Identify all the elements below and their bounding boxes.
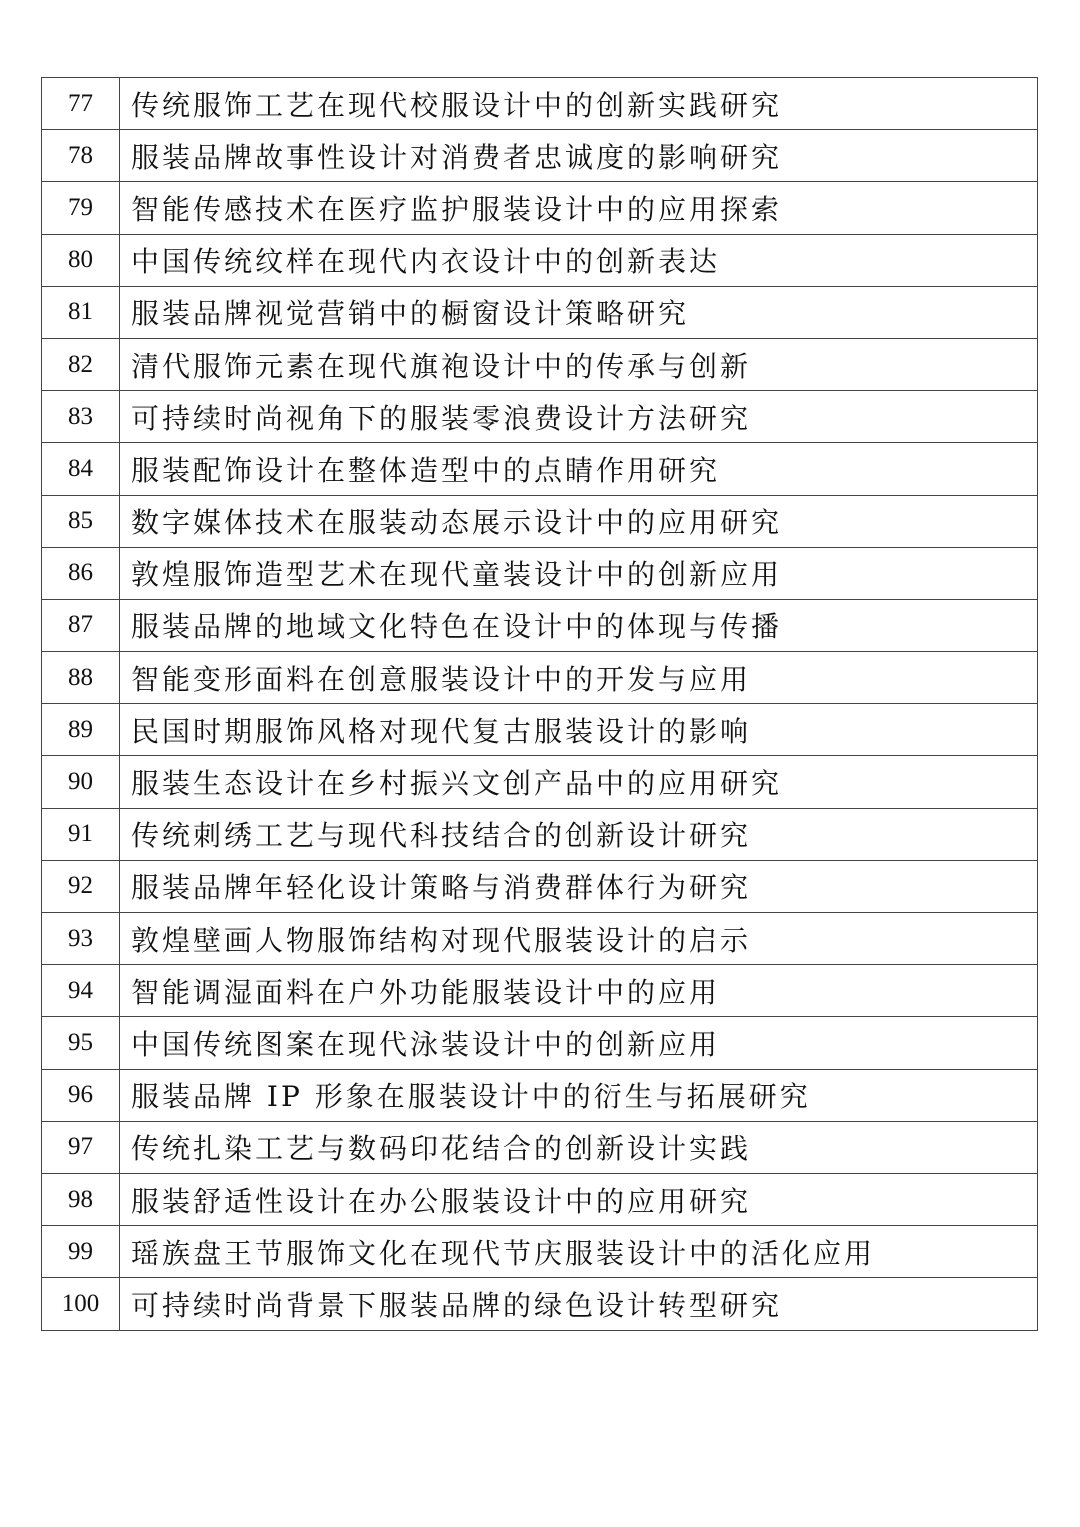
- table-row: [42, 1173, 1038, 1225]
- row-title: 传统服饰工艺在现代校服设计中的创新实践研究: [120, 78, 1038, 130]
- table-row: [42, 1017, 1038, 1069]
- table-row: [42, 1278, 1038, 1330]
- row-title: 服装配饰设计在整体造型中的点睛作用研究: [120, 443, 1038, 495]
- row-number: 100: [42, 1278, 120, 1330]
- row-title: 智能变形面料在创意服装设计中的开发与应用: [120, 652, 1038, 704]
- row-number: 81: [42, 286, 120, 338]
- row-title: 敦煌壁画人物服饰结构对现代服装设计的启示: [120, 913, 1038, 965]
- table-row: [42, 130, 1038, 182]
- row-number: 83: [42, 391, 120, 443]
- row-title: 服装生态设计在乡村振兴文创产品中的应用研究: [120, 756, 1038, 808]
- row-title: 服装品牌 IP 形象在服装设计中的衍生与拓展研究: [120, 1069, 1038, 1121]
- row-number: 80: [42, 234, 120, 286]
- row-number: 93: [42, 913, 120, 965]
- topic-table: [41, 77, 1038, 1331]
- row-number: 85: [42, 495, 120, 547]
- row-number: 96: [42, 1069, 120, 1121]
- table-row: [42, 652, 1038, 704]
- row-number: 77: [42, 78, 120, 130]
- row-title: 敦煌服饰造型艺术在现代童装设计中的创新应用: [120, 547, 1038, 599]
- row-title: 服装品牌的地域文化特色在设计中的体现与传播: [120, 599, 1038, 651]
- table-row: [42, 286, 1038, 338]
- table-row: [42, 547, 1038, 599]
- table-row: [42, 860, 1038, 912]
- row-title: 传统扎染工艺与数码印花结合的创新设计实践: [120, 1121, 1038, 1173]
- table-row: [42, 338, 1038, 390]
- row-number: 98: [42, 1173, 120, 1225]
- row-title: 智能传感技术在医疗监护服装设计中的应用探索: [120, 182, 1038, 234]
- table-row: [42, 1226, 1038, 1278]
- table-row: [42, 1069, 1038, 1121]
- table-row: [42, 443, 1038, 495]
- table-row: [42, 704, 1038, 756]
- row-number: 82: [42, 338, 120, 390]
- row-number: 95: [42, 1017, 120, 1069]
- row-number: 89: [42, 704, 120, 756]
- row-title: 服装品牌故事性设计对消费者忠诚度的影响研究: [120, 130, 1038, 182]
- row-title: 中国传统图案在现代泳装设计中的创新应用: [120, 1017, 1038, 1069]
- row-title: 可持续时尚视角下的服装零浪费设计方法研究: [120, 391, 1038, 443]
- table-row: [42, 965, 1038, 1017]
- row-title: 中国传统纹样在现代内衣设计中的创新表达: [120, 234, 1038, 286]
- table-row: [42, 182, 1038, 234]
- row-number: 86: [42, 547, 120, 599]
- row-number: 97: [42, 1121, 120, 1173]
- row-number: 94: [42, 965, 120, 1017]
- row-title: 服装品牌年轻化设计策略与消费群体行为研究: [120, 860, 1038, 912]
- row-title: 智能调湿面料在户外功能服装设计中的应用: [120, 965, 1038, 1017]
- row-number: 99: [42, 1226, 120, 1278]
- row-number: 91: [42, 808, 120, 860]
- row-title: 服装品牌视觉营销中的橱窗设计策略研究: [120, 286, 1038, 338]
- row-number: 79: [42, 182, 120, 234]
- row-title: 服装舒适性设计在办公服装设计中的应用研究: [120, 1173, 1038, 1225]
- table-row: [42, 78, 1038, 130]
- row-number: 87: [42, 599, 120, 651]
- row-title: 清代服饰元素在现代旗袍设计中的传承与创新: [120, 338, 1038, 390]
- row-number: 92: [42, 860, 120, 912]
- table-row: [42, 599, 1038, 651]
- table-row: [42, 808, 1038, 860]
- table-row: [42, 913, 1038, 965]
- table-row: [42, 1121, 1038, 1173]
- topic-table-body: [42, 78, 1038, 1331]
- table-row: [42, 234, 1038, 286]
- row-title: 瑶族盘王节服饰文化在现代节庆服装设计中的活化应用: [120, 1226, 1038, 1278]
- row-title: 可持续时尚背景下服装品牌的绿色设计转型研究: [120, 1278, 1038, 1330]
- row-number: 88: [42, 652, 120, 704]
- row-title: 传统刺绣工艺与现代科技结合的创新设计研究: [120, 808, 1038, 860]
- row-number: 78: [42, 130, 120, 182]
- row-number: 84: [42, 443, 120, 495]
- row-number: 90: [42, 756, 120, 808]
- table-row: [42, 756, 1038, 808]
- table-row: [42, 391, 1038, 443]
- row-title: 民国时期服饰风格对现代复古服装设计的影响: [120, 704, 1038, 756]
- row-title: 数字媒体技术在服装动态展示设计中的应用研究: [120, 495, 1038, 547]
- table-row: [42, 495, 1038, 547]
